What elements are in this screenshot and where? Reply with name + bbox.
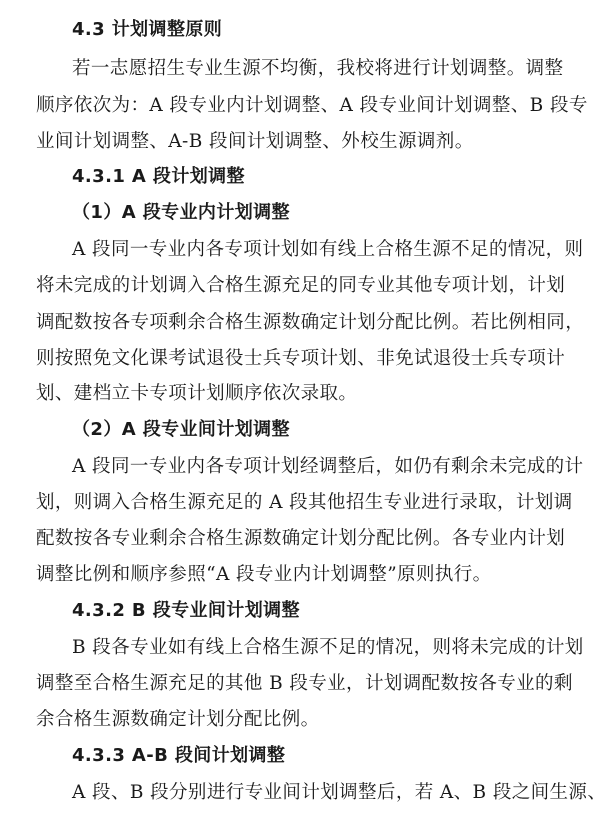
subsection-heading-1: （1）A 段专业内计划调整	[72, 202, 290, 223]
paragraph-line: A 段、B 段分别进行专业间计划调整后，若 A、B 段之间生源、	[72, 782, 607, 803]
paragraph-line: 划，则调入合格生源充足的 A 段其他招生专业进行录取，计划调	[36, 492, 573, 513]
paragraph-line: A 段同一专业内各专项计划经调整后，如仍有剩余未完成的计	[72, 456, 584, 477]
paragraph-line: 调整至合格生源充足的其他 B 段专业，计划调配数按各专业的剩	[36, 673, 573, 694]
section-heading-4-3-3: 4.3.3 A-B 段间计划调整	[72, 745, 286, 766]
paragraph-line: 业间计划调整、A-B 段间计划调整、外校生源调剂。	[36, 131, 474, 152]
section-heading-4-3-1: 4.3.1 A 段计划调整	[72, 166, 245, 187]
paragraph-line: 划、建档立卡专项计划顺序依次录取。	[36, 383, 358, 404]
section-heading-4-3: 4.3 计划调整原则	[72, 19, 223, 40]
paragraph-line: 则按照免文化课考试退役士兵专项计划、非免试退役士兵专项计	[36, 348, 566, 369]
subsection-heading-2: （2）A 段专业间计划调整	[72, 419, 290, 440]
paragraph-line: 调整比例和顺序参照“A 段专业内计划调整”原则执行。	[36, 564, 492, 585]
paragraph-line: 顺序依次为：A 段专业内计划调整、A 段专业间计划调整、B 段专	[36, 95, 588, 116]
paragraph-line: 配数按各专业剩余合格生源数确定计划分配比例。各专业内计划	[36, 528, 566, 549]
section-heading-4-3-2: 4.3.2 B 段专业间计划调整	[72, 600, 300, 621]
paragraph-line: 调配数按各专项剩余合格生源数确定计划分配比例。若比例相同，	[36, 312, 585, 333]
paragraph-line: A 段同一专业内各专项计划如有线上合格生源不足的情况，则	[72, 239, 584, 260]
paragraph-line: 余合格生源数确定计划分配比例。	[36, 709, 320, 730]
paragraph-line: 若一志愿招生专业生源不均衡，我校将进行计划调整。调整	[72, 58, 564, 79]
paragraph-line: 将未完成的计划调入合格生源充足的同专业其他专项计划，计划	[36, 275, 566, 296]
paragraph-line: B 段各专业如有线上合格生源不足的情况，则将未完成的计划	[72, 637, 584, 658]
